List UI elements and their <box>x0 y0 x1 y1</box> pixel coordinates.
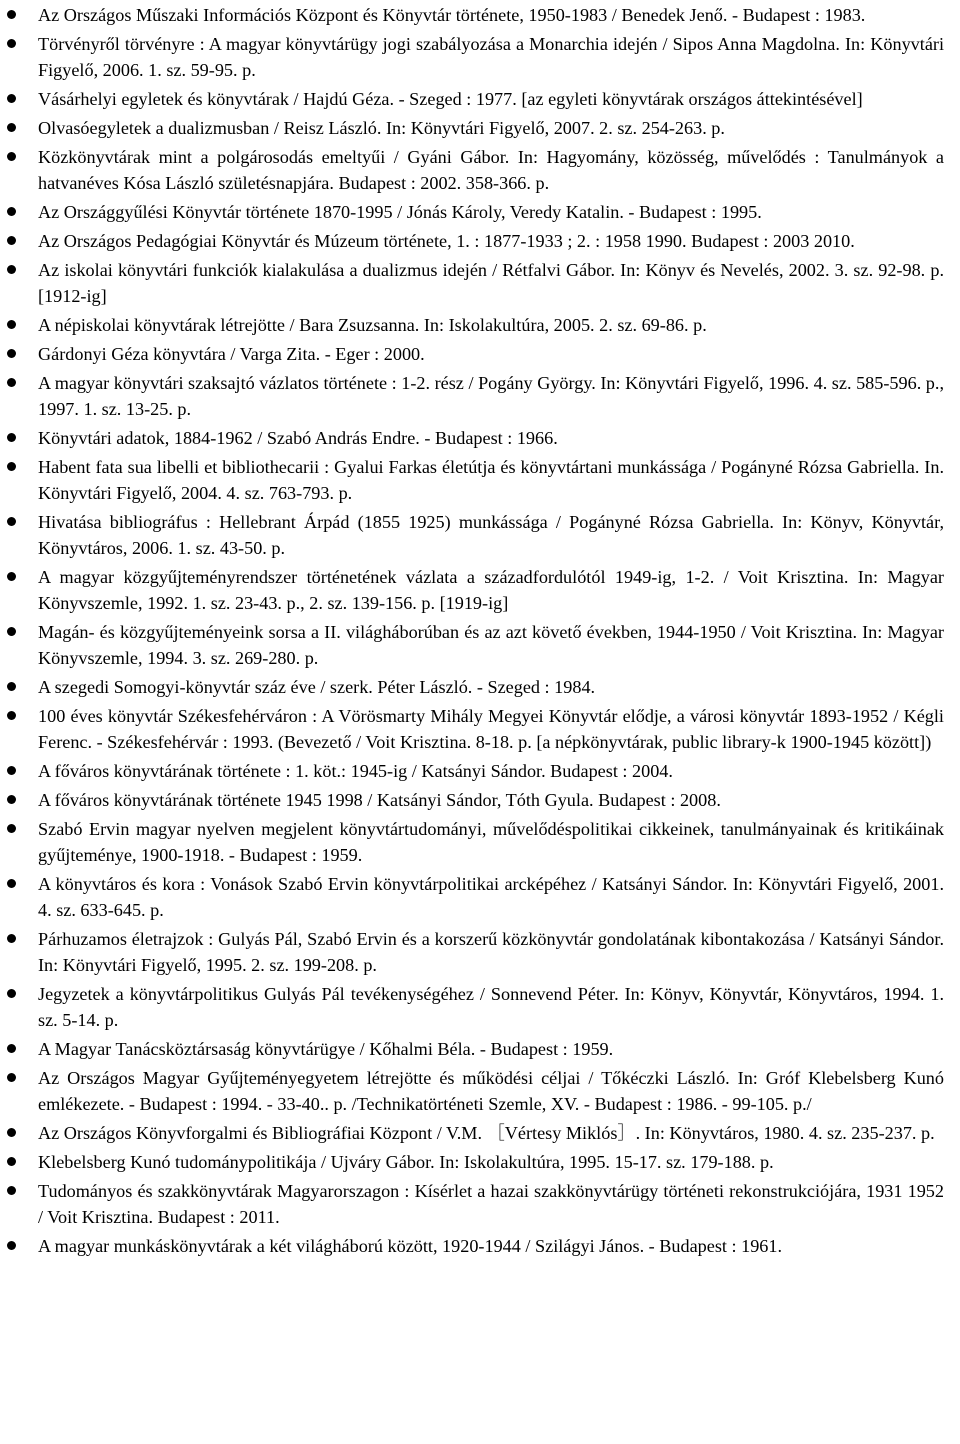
bibliography-entry: A magyar könyvtári szaksajtó vázlatos története : 1-2. rész / Pogány György. In: Könyvtári Figyelő, 1996. 4. sz. 585-596. p., 1997. 1. sz. 13-25. p. <box>0 370 960 422</box>
bibliography-entry: Közkönyvtárak mint a polgárosodás emeltyűi / Gyáni Gábor. In: Hagyomány, közösség, művelődés : Tanulmányok a hatvanéves Kósa László születésnapjára. Budapest : 2002. 358-366. p. <box>0 144 960 196</box>
bibliography-entry: A magyar közgyűjteményrendszer történetének vázlata a századfordulótól 1949-ig, 1-2. / Voit Krisztina. In: Magyar Könyvszemle, 1992. 1. sz. 23-43. p., 2. sz. 139-156. p. [1919-ig] <box>0 564 960 616</box>
bibliography-entry: A főváros könyvtárának története 1945 1998 / Katsányi Sándor, Tóth Gyula. Budapest : 2008. <box>0 787 960 813</box>
bibliography-entry: Könyvtári adatok, 1884-1962 / Szabó András Endre. - Budapest : 1966. <box>0 425 960 451</box>
bibliography-entry: Hivatása bibliográfus : Hellebrant Árpád (1855 1925) munkássága / Pogányné Rózsa Gabriella. In: Könyv, Könyvtár, Könyvtáros, 2006. 1. sz. 43-50. p. <box>0 509 960 561</box>
bibliography-entry: Tudományos és szakkönyvtárak Magyarorszagon : Kísérlet a hazai szakkönyvtárügy történeti rekonstrukciójára, 1931 1952 / Voit Krisztina. Budapest : 2011. <box>0 1178 960 1230</box>
bibliography-entry: 100 éves könyvtár Székesfehérváron : A Vörösmarty Mihály Megyei Könyvtár elődje, a városi könyvtár 1893-1952 / Kégli Ferenc. - Székesfehérvár : 1993. (Bevezető / Voit Krisztina. 8-18. p. [a népkönyvtárak, public library-k 1900-1945 között]) <box>0 703 960 755</box>
bibliography-entry: Az iskolai könyvtári funkciók kialakulása a dualizmus idején / Rétfalvi Gábor. In: Könyv és Nevelés, 2002. 3. sz. 92-98. p. [1912-ig] <box>0 257 960 309</box>
bibliography-entry: Olvasóegyletek a dualizmusban / Reisz László. In: Könyvtári Figyelő, 2007. 2. sz. 254-263. p. <box>0 115 960 141</box>
bibliography-entry: A magyar munkáskönyvtárak a két világháború között, 1920-1944 / Szilágyi János. - Budapest : 1961. <box>0 1233 960 1259</box>
bibliography-entry: A szegedi Somogyi-könyvtár száz éve / szerk. Péter László. - Szeged : 1984. <box>0 674 960 700</box>
bibliography-entry: A főváros könyvtárának története : 1. köt.: 1945-ig / Katsányi Sándor. Budapest : 2004. <box>0 758 960 784</box>
bibliography-entry: Az Országos Műszaki Információs Központ és Könyvtár története, 1950-1983 / Benedek Jenő. - Budapest : 1983. <box>0 2 960 28</box>
bibliography-entry: Szabó Ervin magyar nyelven megjelent könyvtártudományi, művelődéspolitikai cikkeinek, tanulmányainak és kritikáinak gyűjteménye, 1900-1918. - Budapest : 1959. <box>0 816 960 868</box>
bibliography-entry: Az Országos Magyar Gyűjteményegyetem létrejötte és működési céljai / Tőkéczki László. In: Gróf Klebelsberg Kunó emlékezete. - Budapest : 1994. - 33-40.. p. /Technikatörténeti Szemle, XV. - Budapest : 1986. - 99-105. p./ <box>0 1065 960 1117</box>
bibliography-entry: Az Országos Pedagógiai Könyvtár és Múzeum története, 1. : 1877-1933 ; 2. : 1958 1990. Budapest : 2003 2010. <box>0 228 960 254</box>
bibliography-list <box>0 2 960 1262</box>
bibliography-entry: A könyvtáros és kora : Vonások Szabó Ervin könyvtárpolitikai arcképéhez / Katsányi Sándor. In: Könyvtári Figyelő, 2001. 4. sz. 633-645. p. <box>0 871 960 923</box>
bibliography-entry: Magán- és közgyűjteményeink sorsa a II. világháborúban és az azt követő években, 1944-1950 / Voit Krisztina. In: Magyar Könyvszemle, 1994. 3. sz. 269-280. p. <box>0 619 960 671</box>
bibliography-entry: A Magyar Tanácsköztársaság könyvtárügye / Kőhalmi Béla. - Budapest : 1959. <box>0 1036 960 1062</box>
bibliography-entry: Vásárhelyi egyletek és könyvtárak / Hajdú Géza. - Szeged : 1977. [az egyleti könyvtárak országos áttekintésével] <box>0 86 960 112</box>
bibliography-entry: Klebelsberg Kunó tudománypolitikája / Ujváry Gábor. In: Iskolakultúra, 1995. 15-17. sz. 179-188. p. <box>0 1149 960 1175</box>
bibliography-entry: A népiskolai könyvtárak létrejötte / Bara Zsuzsanna. In: Iskolakultúra, 2005. 2. sz. 69-86. p. <box>0 312 960 338</box>
bibliography-entry: Párhuzamos életrajzok : Gulyás Pál, Szabó Ervin és a korszerű közkönyvtár gondolatának kibontakozása / Katsányi Sándor. In: Könyvtári Figyelő, 1995. 2. sz. 199-208. p. <box>0 926 960 978</box>
bibliography-entry: Gárdonyi Géza könyvtára / Varga Zita. - Eger : 2000. <box>0 341 960 367</box>
bibliography-entry: Az Országos Könyvforgalmi és Bibliográfiai Központ / V.M. ［Vértesy Miklós］. In: Könyvtáros, 1980. 4. sz. 235-237. p. <box>0 1120 960 1146</box>
bibliography-entry: Jegyzetek a könyvtárpolitikus Gulyás Pál tevékenységéhez / Sonnevend Péter. In: Könyv, Könyvtár, Könyvtáros, 1994. 1. sz. 5-14. p. <box>0 981 960 1033</box>
bibliography-entry: Habent fata sua libelli et bibliothecarii : Gyalui Farkas életútja és könyvtártani munkássága / Pogányné Rózsa Gabriella. In. Könyvtári Figyelő, 2004. 4. sz. 763-793. p. <box>0 454 960 506</box>
bibliography-entry: Az Országgyűlési Könyvtár története 1870-1995 / Jónás Károly, Veredy Katalin. - Budapest : 1995. <box>0 199 960 225</box>
bibliography-entry: Törvényről törvényre : A magyar könyvtárügy jogi szabályozása a Monarchia idején / Sipos Anna Magdolna. In: Könyvtári Figyelő, 2006. 1. sz. 59-95. p. <box>0 31 960 83</box>
